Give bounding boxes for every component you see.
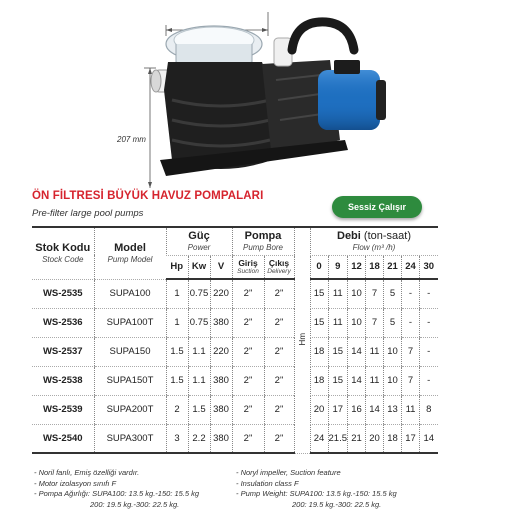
flow-cell: - xyxy=(402,308,420,337)
table-row xyxy=(32,279,438,308)
head-0: 0 xyxy=(310,255,328,279)
head-18: 18 xyxy=(366,255,384,279)
flow-cell: 11 xyxy=(366,366,384,395)
flow-cell: 21 xyxy=(348,424,366,453)
flow-cell: 20 xyxy=(310,395,328,424)
stock-code-cell: WS-2537 xyxy=(32,337,94,366)
stock-code-cell: WS-2535 xyxy=(32,279,94,308)
flow-cell: 5 xyxy=(384,308,402,337)
hp-cell: 1 xyxy=(166,308,188,337)
note-line: 200: 19.5 kg.-300: 22.5 kg. xyxy=(90,499,180,509)
stock-code-header: Stok Kodu Stock Code xyxy=(32,227,94,279)
table-row xyxy=(32,308,438,337)
notes-english xyxy=(236,468,397,510)
note-line: - Insulation class F xyxy=(236,478,299,488)
inlet-cell: 2" xyxy=(232,366,264,395)
flow-cell: 7 xyxy=(366,279,384,308)
kw-cell: 0.75 xyxy=(188,279,210,308)
model-header: Model Pump Model xyxy=(94,227,166,279)
hp-cell: 1 xyxy=(166,279,188,308)
inlet-cell: 2" xyxy=(232,279,264,308)
outlet-cell: 2" xyxy=(264,279,294,308)
flow-cell: - xyxy=(420,279,438,308)
title-turkish: ÖN FİLTRESİ BÜYÜK HAVUZ POMPALARI xyxy=(32,190,264,202)
flow-cell: 20 xyxy=(366,424,384,453)
header-row-top xyxy=(32,227,438,255)
flow-cell: 18 xyxy=(310,366,328,395)
voltage-cell: 220 xyxy=(210,337,232,366)
kw-cell: 2.2 xyxy=(188,424,210,453)
flow-cell: 18 xyxy=(310,337,328,366)
inlet-header: Giriş Suction xyxy=(232,255,264,279)
hp-header: Hp xyxy=(166,255,188,279)
flow-cell: - xyxy=(420,337,438,366)
flow-cell: 15 xyxy=(310,308,328,337)
table-row xyxy=(32,424,438,453)
note-line: 200: 19.5 kg.-300: 22.5 kg. xyxy=(292,499,382,509)
power-header: Güç Power xyxy=(166,227,232,255)
model-cell: SUPA100 xyxy=(94,279,166,308)
outlet-header: Çıkış Delivery xyxy=(264,255,294,279)
flow-cell: - xyxy=(420,366,438,395)
title-english: Pre-filter large pool pumps xyxy=(32,208,144,219)
note-line: - Pompa Ağırlığı: SUPA100: 13.5 kg.-150: 15.5 kg xyxy=(34,489,200,498)
flow-cell: 7 xyxy=(402,337,420,366)
notes-turkish xyxy=(34,468,199,510)
flow-cell: 24 xyxy=(310,424,328,453)
voltage-cell: 220 xyxy=(210,279,232,308)
flow-cell: - xyxy=(402,279,420,308)
outlet-cell: 2" xyxy=(264,366,294,395)
voltage-cell: 380 xyxy=(210,308,232,337)
kw-cell: 0.75 xyxy=(188,308,210,337)
flow-cell: 11 xyxy=(366,337,384,366)
flow-cell: 15 xyxy=(328,337,348,366)
stock-code-cell: WS-2538 xyxy=(32,366,94,395)
kw-cell: 1.5 xyxy=(188,395,210,424)
inlet-cell: 2" xyxy=(232,308,264,337)
voltage-cell: 380 xyxy=(210,366,232,395)
flow-cell: 14 xyxy=(420,424,438,453)
kw-cell: 1.1 xyxy=(188,337,210,366)
flow-cell: - xyxy=(420,308,438,337)
flow-header: Debi (ton-saat) Flow (m³ /h) xyxy=(310,227,438,255)
outlet-cell: 2" xyxy=(264,424,294,453)
head-30: 30 xyxy=(420,255,438,279)
outlet-cell: 2" xyxy=(264,337,294,366)
flow-cell: 10 xyxy=(348,279,366,308)
head-21: 21 xyxy=(384,255,402,279)
stock-code-cell: WS-2540 xyxy=(32,424,94,453)
model-cell: SUPA200T xyxy=(94,395,166,424)
kw-header: Kw xyxy=(188,255,210,279)
flow-cell: 10 xyxy=(384,337,402,366)
pump-header: Pompa Pump Bore xyxy=(232,227,294,255)
v-header: V xyxy=(210,255,232,279)
flow-cell: 14 xyxy=(366,395,384,424)
flow-cell: 10 xyxy=(384,366,402,395)
outlet-cell: 2" xyxy=(264,308,294,337)
inlet-cell: 2" xyxy=(232,395,264,424)
flow-cell: 7 xyxy=(402,366,420,395)
head-24: 24 xyxy=(402,255,420,279)
note-line: - Noryl impeller, Suction feature xyxy=(236,468,341,477)
flow-cell: 11 xyxy=(328,279,348,308)
flow-cell: 13 xyxy=(384,395,402,424)
voltage-cell: 380 xyxy=(210,424,232,453)
flow-cell: 18 xyxy=(384,424,402,453)
silent-operation-badge: Sessiz Çalışır xyxy=(332,196,422,218)
flow-cell: 10 xyxy=(348,308,366,337)
table-row xyxy=(32,366,438,395)
spec-table xyxy=(32,226,438,454)
note-line: - Pump Weight: SUPA100: 13.5 kg.-150: 15.5 kg xyxy=(236,489,397,498)
flow-cell: 7 xyxy=(366,308,384,337)
flow-cell: 8 xyxy=(420,395,438,424)
voltage-cell: 380 xyxy=(210,395,232,424)
hm-axis-label: Hm xyxy=(294,227,310,453)
flow-cell: 14 xyxy=(348,337,366,366)
inlet-cell: 2" xyxy=(232,424,264,453)
flow-cell: 14 xyxy=(348,366,366,395)
model-cell: SUPA150T xyxy=(94,366,166,395)
model-cell: SUPA100T xyxy=(94,308,166,337)
hp-cell: 2 xyxy=(166,395,188,424)
stock-code-cell: WS-2536 xyxy=(32,308,94,337)
product-photo xyxy=(0,0,510,188)
inlet-cell: 2" xyxy=(232,337,264,366)
flow-cell: 11 xyxy=(328,308,348,337)
height-dimension-label: 207 mm xyxy=(117,135,146,144)
note-line: - Noril fanlı, Emiş özelliği vardır. xyxy=(34,468,140,477)
model-cell: SUPA300T xyxy=(94,424,166,453)
flow-cell: 17 xyxy=(328,395,348,424)
stock-code-cell: WS-2539 xyxy=(32,395,94,424)
flow-cell: 5 xyxy=(384,279,402,308)
model-cell: SUPA150 xyxy=(94,337,166,366)
outlet-cell: 2" xyxy=(264,395,294,424)
head-12: 12 xyxy=(348,255,366,279)
head-9: 9 xyxy=(328,255,348,279)
flow-cell: 16 xyxy=(348,395,366,424)
flow-cell: 17 xyxy=(402,424,420,453)
flow-cell: 11 xyxy=(402,395,420,424)
table-row xyxy=(32,395,438,424)
hp-cell: 1.5 xyxy=(166,366,188,395)
flow-cell: 15 xyxy=(310,279,328,308)
hp-cell: 1.5 xyxy=(166,337,188,366)
hp-cell: 3 xyxy=(166,424,188,453)
table-row xyxy=(32,337,438,366)
kw-cell: 1.1 xyxy=(188,366,210,395)
flow-cell: 15 xyxy=(328,366,348,395)
note-line: - Motor izolasyon sınıfı F xyxy=(34,478,117,488)
flow-cell: 21.5 xyxy=(328,424,348,453)
